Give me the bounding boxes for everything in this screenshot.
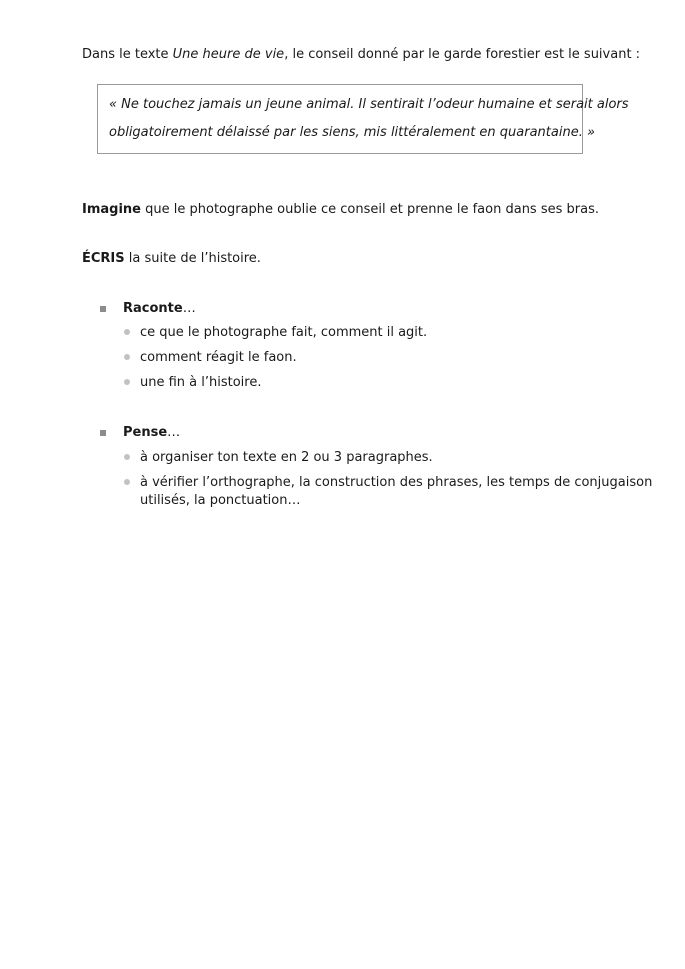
pense-ellipsis: … (167, 425, 181, 440)
story-title: Une heure de vie (172, 47, 285, 62)
intro-paragraph (82, 47, 640, 63)
raconte-keyword: Raconte (123, 301, 183, 316)
list-item: ce que le photographe fait, comment il agit. (140, 325, 428, 340)
circle-bullet-icon (124, 379, 130, 385)
imagine-text: que le photographe oublie ce conseil et prenne le faon dans ses bras. (141, 202, 599, 217)
circle-bullet-icon (124, 454, 130, 460)
quote-line-2: obligatoirement délaissé par les siens, mis littéralement en quarantaine. » (109, 125, 595, 140)
circle-bullet-icon (124, 329, 130, 335)
ecris-keyword: ÉCRIS (82, 251, 125, 266)
raconte-ellipsis: … (182, 301, 196, 316)
pense-heading (123, 425, 180, 441)
quote-box (97, 84, 629, 154)
circle-bullet-icon (124, 479, 130, 485)
square-bullet-icon (100, 306, 106, 312)
intro-text-after: , le conseil donné par le garde forestier est le suivant : (284, 47, 641, 62)
pense-keyword: Pense (123, 425, 168, 440)
list-item: comment réagit le faon. (140, 350, 297, 365)
imagine-instruction (82, 202, 599, 218)
list-item: une fin à l’histoire. (140, 375, 262, 390)
list-item: à organiser ton texte en 2 ou 3 paragraphes. (140, 450, 433, 465)
square-bullet-icon (100, 430, 106, 436)
raconte-heading (123, 301, 196, 317)
ecris-instruction (82, 251, 261, 267)
ecris-text: la suite de l’histoire. (124, 251, 261, 266)
list-item-continuation: utilisés, la ponctuation… (140, 493, 301, 508)
quote-line-1: « Ne touchez jamais un jeune animal. Il sentirait l’odeur humaine et serait alors (109, 97, 629, 112)
list-item: à vérifier l’orthographe, la construction des phrases, les temps de conjugaison (140, 475, 653, 490)
intro-text-before: Dans le texte (82, 47, 173, 62)
imagine-keyword: Imagine (82, 202, 141, 217)
circle-bullet-icon (124, 354, 130, 360)
